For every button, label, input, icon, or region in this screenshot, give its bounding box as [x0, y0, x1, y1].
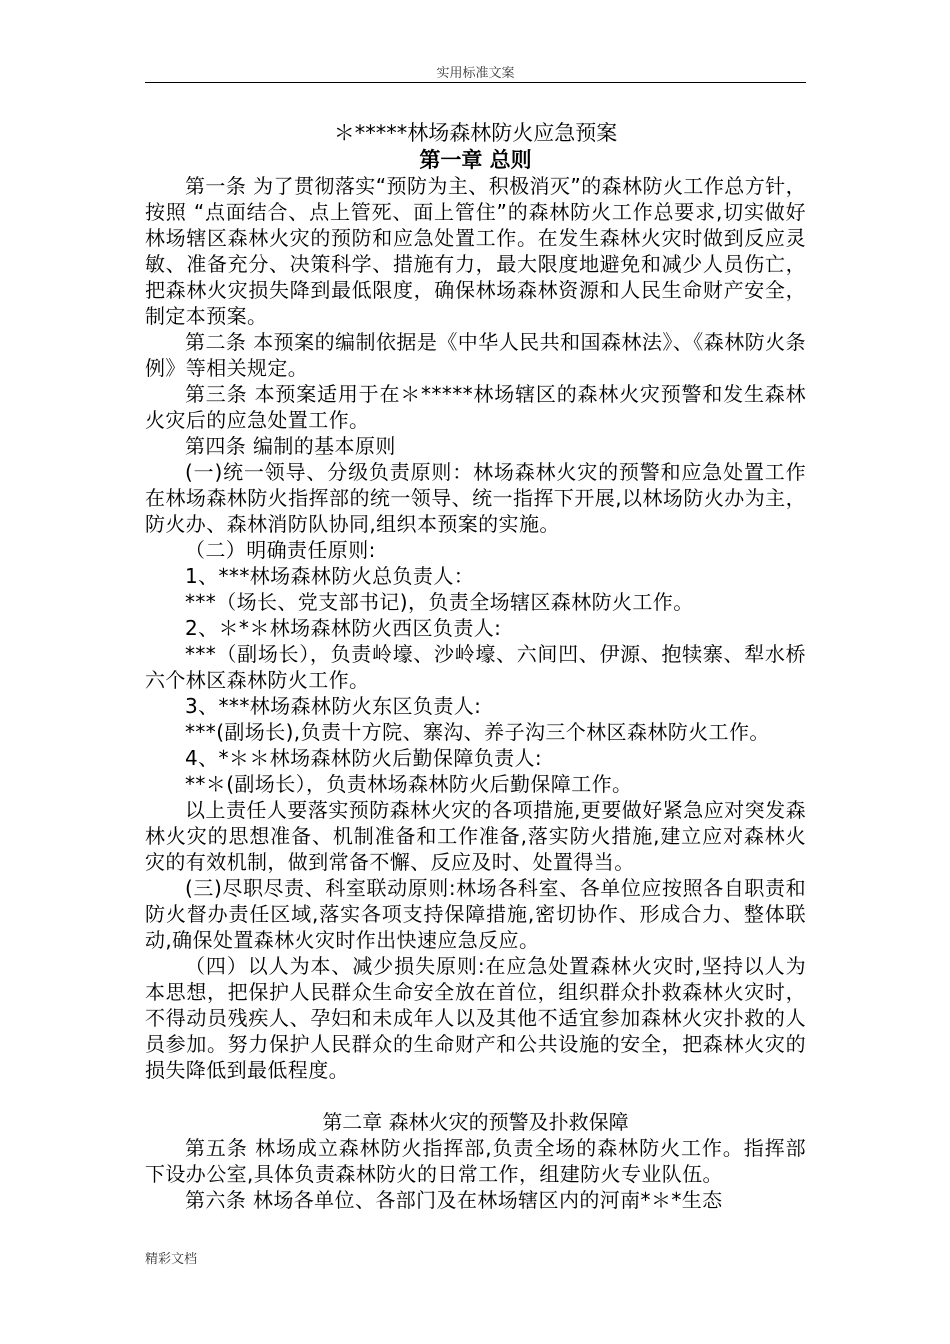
article-3: 第三条 本预案适用于在＊*****林场辖区的森林火灾预警和发生森林火灾后的应急处置工作。: [145, 382, 806, 432]
page-footer: 精彩文档: [145, 1252, 198, 1267]
header-divider: [145, 82, 806, 83]
article-1: 第一条 为了贯彻落实“预防为主、积极消灭”的森林防火工作总方针，按照 “点面结合、点上管死、面上管住”的森林防火工作总要求,切实做好林场辖区森林火灾的预防和应急处置工作。在发生森林火灾时做到反应灵敏、准备充分、决策科学、措施有力，最大限度地避免和减少人员伤亡，把森林火灾损失降到最低限度，确保林场森林资源和人民生命财产安全，制定本预案。: [145, 174, 806, 328]
principle-4: （四）以人为本、减少损失原则:在应急处置森林火灾时,坚持以人为本思想，把保护人民群众生命安全放在首位，组织群众扑救森林火灾时，不得动员残疾人、孕妇和未成年人以及其他不适宜参加森林火灾扑救的人员参加。努力保护人民群众的生命财产和公共设施的安全，把森林火灾的损失降低到最低程度。: [145, 954, 806, 1082]
responsible-3-detail: ***(副场长),负责十方院、寨沟、养子沟三个林区森林防火工作。: [185, 720, 770, 744]
responsible-2-detail: ***（副场长），负责岭壕、沙岭壕、六间凹、伊源、抱犊寨、犁水桥六个林区森林防火工作。: [145, 642, 806, 692]
responsible-1-detail: ***（场长、党支部书记)，负责全场辖区森林防火工作。: [185, 590, 694, 614]
responsible-2-heading: 2、＊*＊林场森林防火西区负责人:: [185, 616, 502, 640]
principle-1: (一)统一领导、分级负责原则：林场森林火灾的预警和应急处置工作在林场森林防火指挥部的统一领导、统一指挥下开展,以林场防火办为主，防火办、森林消防队协同,组织本预案的实施。: [145, 460, 806, 536]
chapter-2-title: 第二章 森林火灾的预警及扑救保障: [322, 1110, 629, 1134]
article-6: 第六条 林场各单位、各部门及在林场辖区内的河南*＊*生态: [185, 1188, 723, 1212]
responsible-4-detail: **＊(副场长），负责林场森林防火后勤保障工作。: [185, 772, 633, 796]
principle-2-heading: （二）明确责任原则:: [185, 538, 376, 562]
document-title: ＊*****林场森林防火应急预案: [333, 121, 618, 145]
document-body: [145, 120, 806, 1213]
principle-3: (三)尽职尽责、科室联动原则:林场各科室、各单位应按照各自职责和防火督办责任区域,落实各项支持保障措施,密切协作、形成合力、整体联动,确保处置森林火灾时作出快速应急反应。: [145, 876, 806, 952]
responsible-3-heading: 3、***林场森林防火东区负责人:: [185, 694, 482, 718]
responsible-1-heading: 1、***林场森林防火总负责人：: [185, 564, 475, 588]
responsibility-summary: 以上责任人要落实预防森林火灾的各项措施,更要做好紧急应对突发森林火灾的思想准备、机制准备和工作准备,落实防火措施,建立应对森林火灾的有效机制，做到常备不懈、反应及时、处置得当。: [145, 798, 806, 874]
chapter-1-title: 第一章 总则: [419, 148, 532, 172]
page-header: 实用标准文案: [436, 66, 515, 81]
article-4: 第四条 编制的基本原则: [185, 434, 396, 458]
responsible-4-heading: 4、*＊＊林场森林防火后勤保障负责人:: [185, 746, 543, 770]
article-2: 第二条 本预案的编制依据是《中华人民共和国森林法》、《森林防火条例》等相关规定。: [145, 330, 806, 380]
article-5: 第五条 林场成立森林防火指挥部,负责全场的森林防火工作。指挥部下设办公室,具体负责森林防火的日常工作，组建防火专业队伍。: [145, 1136, 806, 1186]
